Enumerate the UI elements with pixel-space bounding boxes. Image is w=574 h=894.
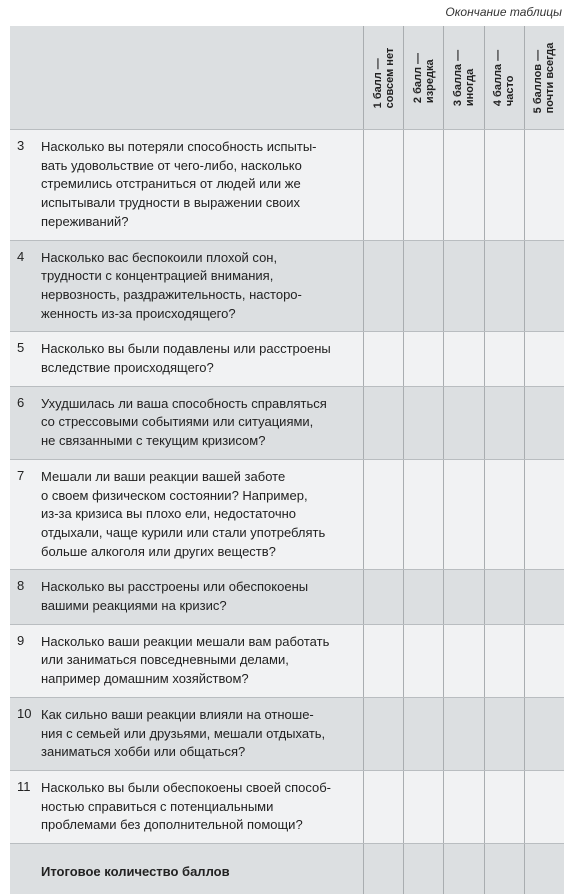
score-cell-1[interactable] <box>363 130 403 240</box>
score-cell-1[interactable] <box>363 771 403 843</box>
table-row <box>10 386 564 459</box>
table-caption: Окончание таблицы <box>445 5 562 19</box>
score-cell-2[interactable] <box>403 698 443 770</box>
score-cell-2[interactable] <box>403 387 443 459</box>
total-cell-1[interactable] <box>363 844 403 894</box>
score-cell-1[interactable] <box>363 332 403 385</box>
row-number: 8 <box>17 578 25 594</box>
total-num-cell <box>10 844 38 894</box>
score-cell-4[interactable] <box>484 625 524 697</box>
total-row <box>10 843 564 894</box>
table-row <box>10 569 564 623</box>
question-text: Насколько вас беспокоили плохой сон, трудности с концентрацией внимания, нервозность, раздражительность, насторо- женность из-за происходящего? <box>41 249 302 321</box>
question-text: Насколько вы были обеспокоены своей способ- ностью справиться с потенциальными проблемами без дополнительной помощи? <box>41 779 332 833</box>
score-cell-5[interactable] <box>524 241 564 332</box>
question-text: Насколько ваши реакции мешали вам работать или заниматься повседневными делами, например домашним хозяйством? <box>41 633 330 687</box>
column-header-5: 5 баллов — почти всегда <box>524 26 564 129</box>
score-cell-5[interactable] <box>524 570 564 623</box>
score-cell-5[interactable] <box>524 387 564 459</box>
score-cell-2[interactable] <box>403 241 443 332</box>
score-cell-1[interactable] <box>363 570 403 623</box>
score-cell-5[interactable] <box>524 130 564 240</box>
assessment-table <box>10 26 564 894</box>
table-header-row <box>10 26 564 129</box>
row-number: 10 <box>17 705 32 721</box>
question-text: Насколько вы потеряли способность испыты- вать удовольствие от чего-либо, насколько стремились отстраниться от людей или же испытывали трудности в выражении своих переживаний? <box>41 139 317 229</box>
score-cell-3[interactable] <box>443 387 483 459</box>
score-cell-3[interactable] <box>443 625 483 697</box>
score-cell-4[interactable] <box>484 332 524 385</box>
score-cell-2[interactable] <box>403 625 443 697</box>
question-text: Насколько вы были подавлены или расстроены вследствие происходящего? <box>41 341 331 376</box>
score-cell-3[interactable] <box>443 698 483 770</box>
score-cell-5[interactable] <box>524 771 564 843</box>
question-text: Как сильно ваши реакции влияли на отноше- ния с семьей или друзьями, мешали отдыхать, заниматься хобби или общаться? <box>41 706 326 760</box>
score-cell-5[interactable] <box>524 698 564 770</box>
table-row <box>10 697 564 770</box>
total-cell-4[interactable] <box>484 844 524 894</box>
score-cell-5[interactable] <box>524 332 564 385</box>
score-cell-4[interactable] <box>484 460 524 570</box>
table-row <box>10 331 564 385</box>
score-cell-2[interactable] <box>403 460 443 570</box>
total-label: Итоговое количество баллов <box>41 863 230 879</box>
score-cell-3[interactable] <box>443 570 483 623</box>
header-num-cell <box>10 26 38 129</box>
row-number: 3 <box>17 138 25 153</box>
table-row <box>10 129 564 240</box>
row-number: 9 <box>17 632 25 648</box>
score-cell-5[interactable] <box>524 460 564 570</box>
header-question-cell <box>38 26 363 129</box>
score-cell-1[interactable] <box>363 460 403 570</box>
column-header-2: 2 балл — изредка <box>403 26 443 129</box>
total-cell-5[interactable] <box>524 844 564 894</box>
score-cell-3[interactable] <box>443 332 483 385</box>
score-cell-2[interactable] <box>403 332 443 385</box>
row-number: 5 <box>17 340 25 356</box>
row-number: 7 <box>17 467 25 483</box>
score-cell-2[interactable] <box>403 771 443 843</box>
column-header-4: 4 балла — часто <box>484 26 524 129</box>
score-cell-3[interactable] <box>443 771 483 843</box>
total-cell-3[interactable] <box>443 844 483 894</box>
table-row <box>10 240 564 332</box>
score-cell-1[interactable] <box>363 698 403 770</box>
score-cell-4[interactable] <box>484 771 524 843</box>
table-row <box>10 770 564 843</box>
score-cell-1[interactable] <box>363 241 403 332</box>
row-number: 6 <box>17 394 25 410</box>
row-number: 11 <box>17 778 31 794</box>
score-cell-4[interactable] <box>484 698 524 770</box>
question-text: Ухудшилась ли ваша способность справляться со стрессовыми событиями или ситуациями, не связанными с текущим кризисом? <box>41 395 327 449</box>
question-text: Мешали ли ваши реакции вашей заботе о своем физическом состоянии? Например, из-за кризиса вы плохо ели, недостаточно отдыхали, чаще курили или стали употреблять больше алкоголя или других веществ? <box>41 468 326 559</box>
score-cell-3[interactable] <box>443 130 483 240</box>
row-number: 4 <box>17 248 25 264</box>
score-cell-4[interactable] <box>484 387 524 459</box>
score-cell-2[interactable] <box>403 570 443 623</box>
score-cell-4[interactable] <box>484 241 524 332</box>
score-cell-3[interactable] <box>443 241 483 332</box>
score-cell-4[interactable] <box>484 130 524 240</box>
table-row <box>10 624 564 697</box>
score-cell-4[interactable] <box>484 570 524 623</box>
score-cell-1[interactable] <box>363 625 403 697</box>
score-cell-1[interactable] <box>363 387 403 459</box>
score-cell-5[interactable] <box>524 625 564 697</box>
total-cell-2[interactable] <box>403 844 443 894</box>
column-header-1: 1 балл — совсем нет <box>363 26 403 129</box>
table-row <box>10 459 564 570</box>
score-cell-3[interactable] <box>443 460 483 570</box>
score-cell-2[interactable] <box>403 130 443 240</box>
column-header-3: 3 балла — иногда <box>443 26 483 129</box>
question-text: Насколько вы расстроены или обеспокоены вашими реакциями на кризис? <box>41 579 309 614</box>
